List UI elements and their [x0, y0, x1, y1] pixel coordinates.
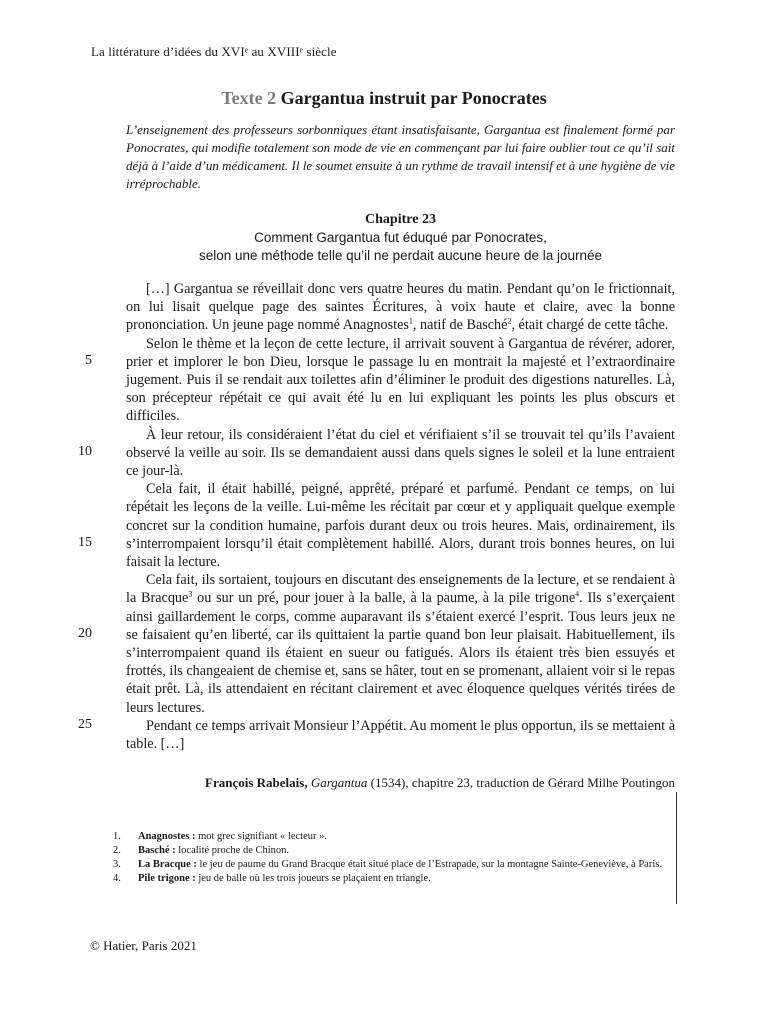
footnote-definition: jeu de balle où les trois joueurs se plaçaient en triangle. — [195, 873, 431, 884]
text-title-label: Gargantua instruit par Ponocrates — [280, 88, 547, 108]
paragraph-3: À leur retour, ils considéraient l’état du ciel et vérifiaient s’il se trouvait tel qu’ils l’avaient observé la veille au soir. Ils se demandaient aussi dans quels signes le soleil et la lune entraient ce jour-là. — [126, 426, 675, 480]
chapter-heading — [126, 211, 675, 265]
footnote-2 — [113, 844, 678, 858]
footnote-1 — [113, 830, 678, 844]
line-number-25: 25 — [78, 717, 92, 732]
intro-summary: L’enseignement des professeurs sorbonniques étant insatisfaisante, Gargantua est finalement formé par Ponocrates, qui modifie totalement son mode de vie en commençant par lui faire oublier tout ce qu’il sait déjà à l’aide d’un médicament. Il le soumet ensuite à un rythme de travail intensif et à une hygiène de vie irréprochable. — [126, 122, 675, 191]
footnote-term: La Bracque : — [138, 859, 197, 870]
paragraph-2: Selon le thème et la leçon de cette lecture, il arrivait souvent à Gargantua de révérer, adorer, prier et implorer le bon Dieu, lorsque le passage lu en montrait la majesté et l’extraordinaire jugement. Puis il se rendait aux toilettes afin d’éliminer le produit des digestions naturelles. Là, son précepteur répétait ce qui avait été lu en lui expliquant les points les plus obscurs et difficiles. — [126, 335, 675, 425]
chapter-subtitle-line-1: Comment Gargantua fut éduqué par Ponocrates, — [254, 230, 547, 245]
footnote-definition: le jeu de paume du Grand Bracque était situé place de l’Estrapade, sur la montagne Sainte-Geneviève, à Paris. — [196, 859, 662, 870]
footnotes — [113, 830, 678, 886]
line-number-5: 5 — [85, 353, 92, 368]
footnote-ref-3: 3 — [188, 589, 193, 599]
footnote-term: Basché : — [138, 845, 176, 856]
paragraph-1-part-c: , était chargé de cette tâche. — [511, 317, 669, 334]
line-number-10: 10 — [78, 444, 92, 459]
footnote-definition: mot grec signifiant « lecteur ». — [195, 831, 327, 842]
text-title — [0, 88, 768, 109]
paragraph-5-part-c: . Ils s’exerçaient ainsi gaillardement le corps, comme auparavant ils s’étaient exercé l’esprit. Tous leurs jeux ne se faisaient qu’en liberté, car ils quittaient la partie quand bon leur plaisait. Habituellement, ils s’interrompaient quand ils étaient en sueur ou fatigués. Alors ils étaient très bien essuyés et frottés, ils changeaient de chemise et, sans se hâter, tout en se promenant, allaient voir si le repas était prêt. Là, ils attendaient en récitant clairement et avec éloquence quelques vérités tirées de leurs lectures. — [126, 590, 675, 716]
footnote-number: 4. — [113, 873, 121, 884]
chapter-number: Chapitre 23 — [365, 212, 436, 227]
source-work: Gargantua — [310, 775, 368, 790]
copyright-footer: © Hatier, Paris 2021 — [90, 938, 197, 953]
footnote-number: 3. — [113, 859, 121, 870]
paragraph-4: Cela fait, il était habillé, peigné, apprêté, préparé et parfumé. Pendant ce temps, on lui répétait les leçons de la veille. Lui-même les récitait par cœur et y appliquait quelque exemple concret sur la condition humaine, parfois durant deux ou trois heures. Mais, ordinairement, ils s’interrompaient lorsqu’il était complètement habillé. Alors, durant trois bonnes heures, on lui faisait la lecture. — [126, 481, 675, 571]
line-number-15: 15 — [78, 535, 92, 550]
paragraph-5 — [126, 571, 675, 717]
paragraph-6: Pendant ce temps arrivait Monsieur l’Appétit. Au moment le plus opportun, ils se mettaient à table. […] — [126, 717, 675, 753]
paragraph-1-part-b: , natif de Basché — [412, 317, 508, 334]
footnote-3 — [113, 858, 678, 872]
paragraph-5-part-a: Cela fait, ils sortaient, toujours en discutant des enseignements de la lecture, et se rendaient à la Bracque — [126, 572, 675, 607]
footnote-ref-1: 1 — [408, 316, 413, 326]
footnote-term: Anagnostes : — [138, 831, 196, 842]
text-number: Texte 2 — [221, 88, 277, 108]
running-header: La littérature d’idées du XVIᵉ au XVIIIᵉ siècle — [91, 44, 337, 59]
footnote-ref-4: 4 — [575, 589, 580, 599]
source-author: François Rabelais, — [205, 775, 308, 790]
footnote-ref-2: 2 — [507, 316, 512, 326]
paragraph-1 — [126, 280, 675, 335]
paragraph-5-part-b: ou sur un pré, pour jouer à la balle, à la paume, à la pile trigone — [192, 590, 576, 607]
footnote-4 — [113, 872, 678, 886]
footnote-number: 2. — [113, 845, 121, 856]
footnote-term: Pile trigone : — [138, 873, 196, 884]
footnote-definition: localité proche de Chinon. — [175, 845, 290, 856]
source-details: (1534), chapitre 23, traduction de Gérard Milhe Poutingon — [367, 775, 675, 790]
footnote-number: 1. — [113, 831, 121, 842]
main-text — [126, 280, 675, 753]
source-citation — [205, 775, 675, 791]
paragraph-1-part-a: […] Gargantua se réveillait donc vers quatre heures du matin. Pendant qu’on le frictionnait, on lui lisait quelque page des saintes Écritures, à voix haute et claire, avec la bonne prononciation. Un jeune page nommé Anagnostes — [126, 281, 675, 334]
chapter-subtitle-line-2: selon une méthode telle qu’il ne perdait aucune heure de la journée — [198, 248, 603, 263]
line-number-20: 20 — [78, 626, 92, 641]
